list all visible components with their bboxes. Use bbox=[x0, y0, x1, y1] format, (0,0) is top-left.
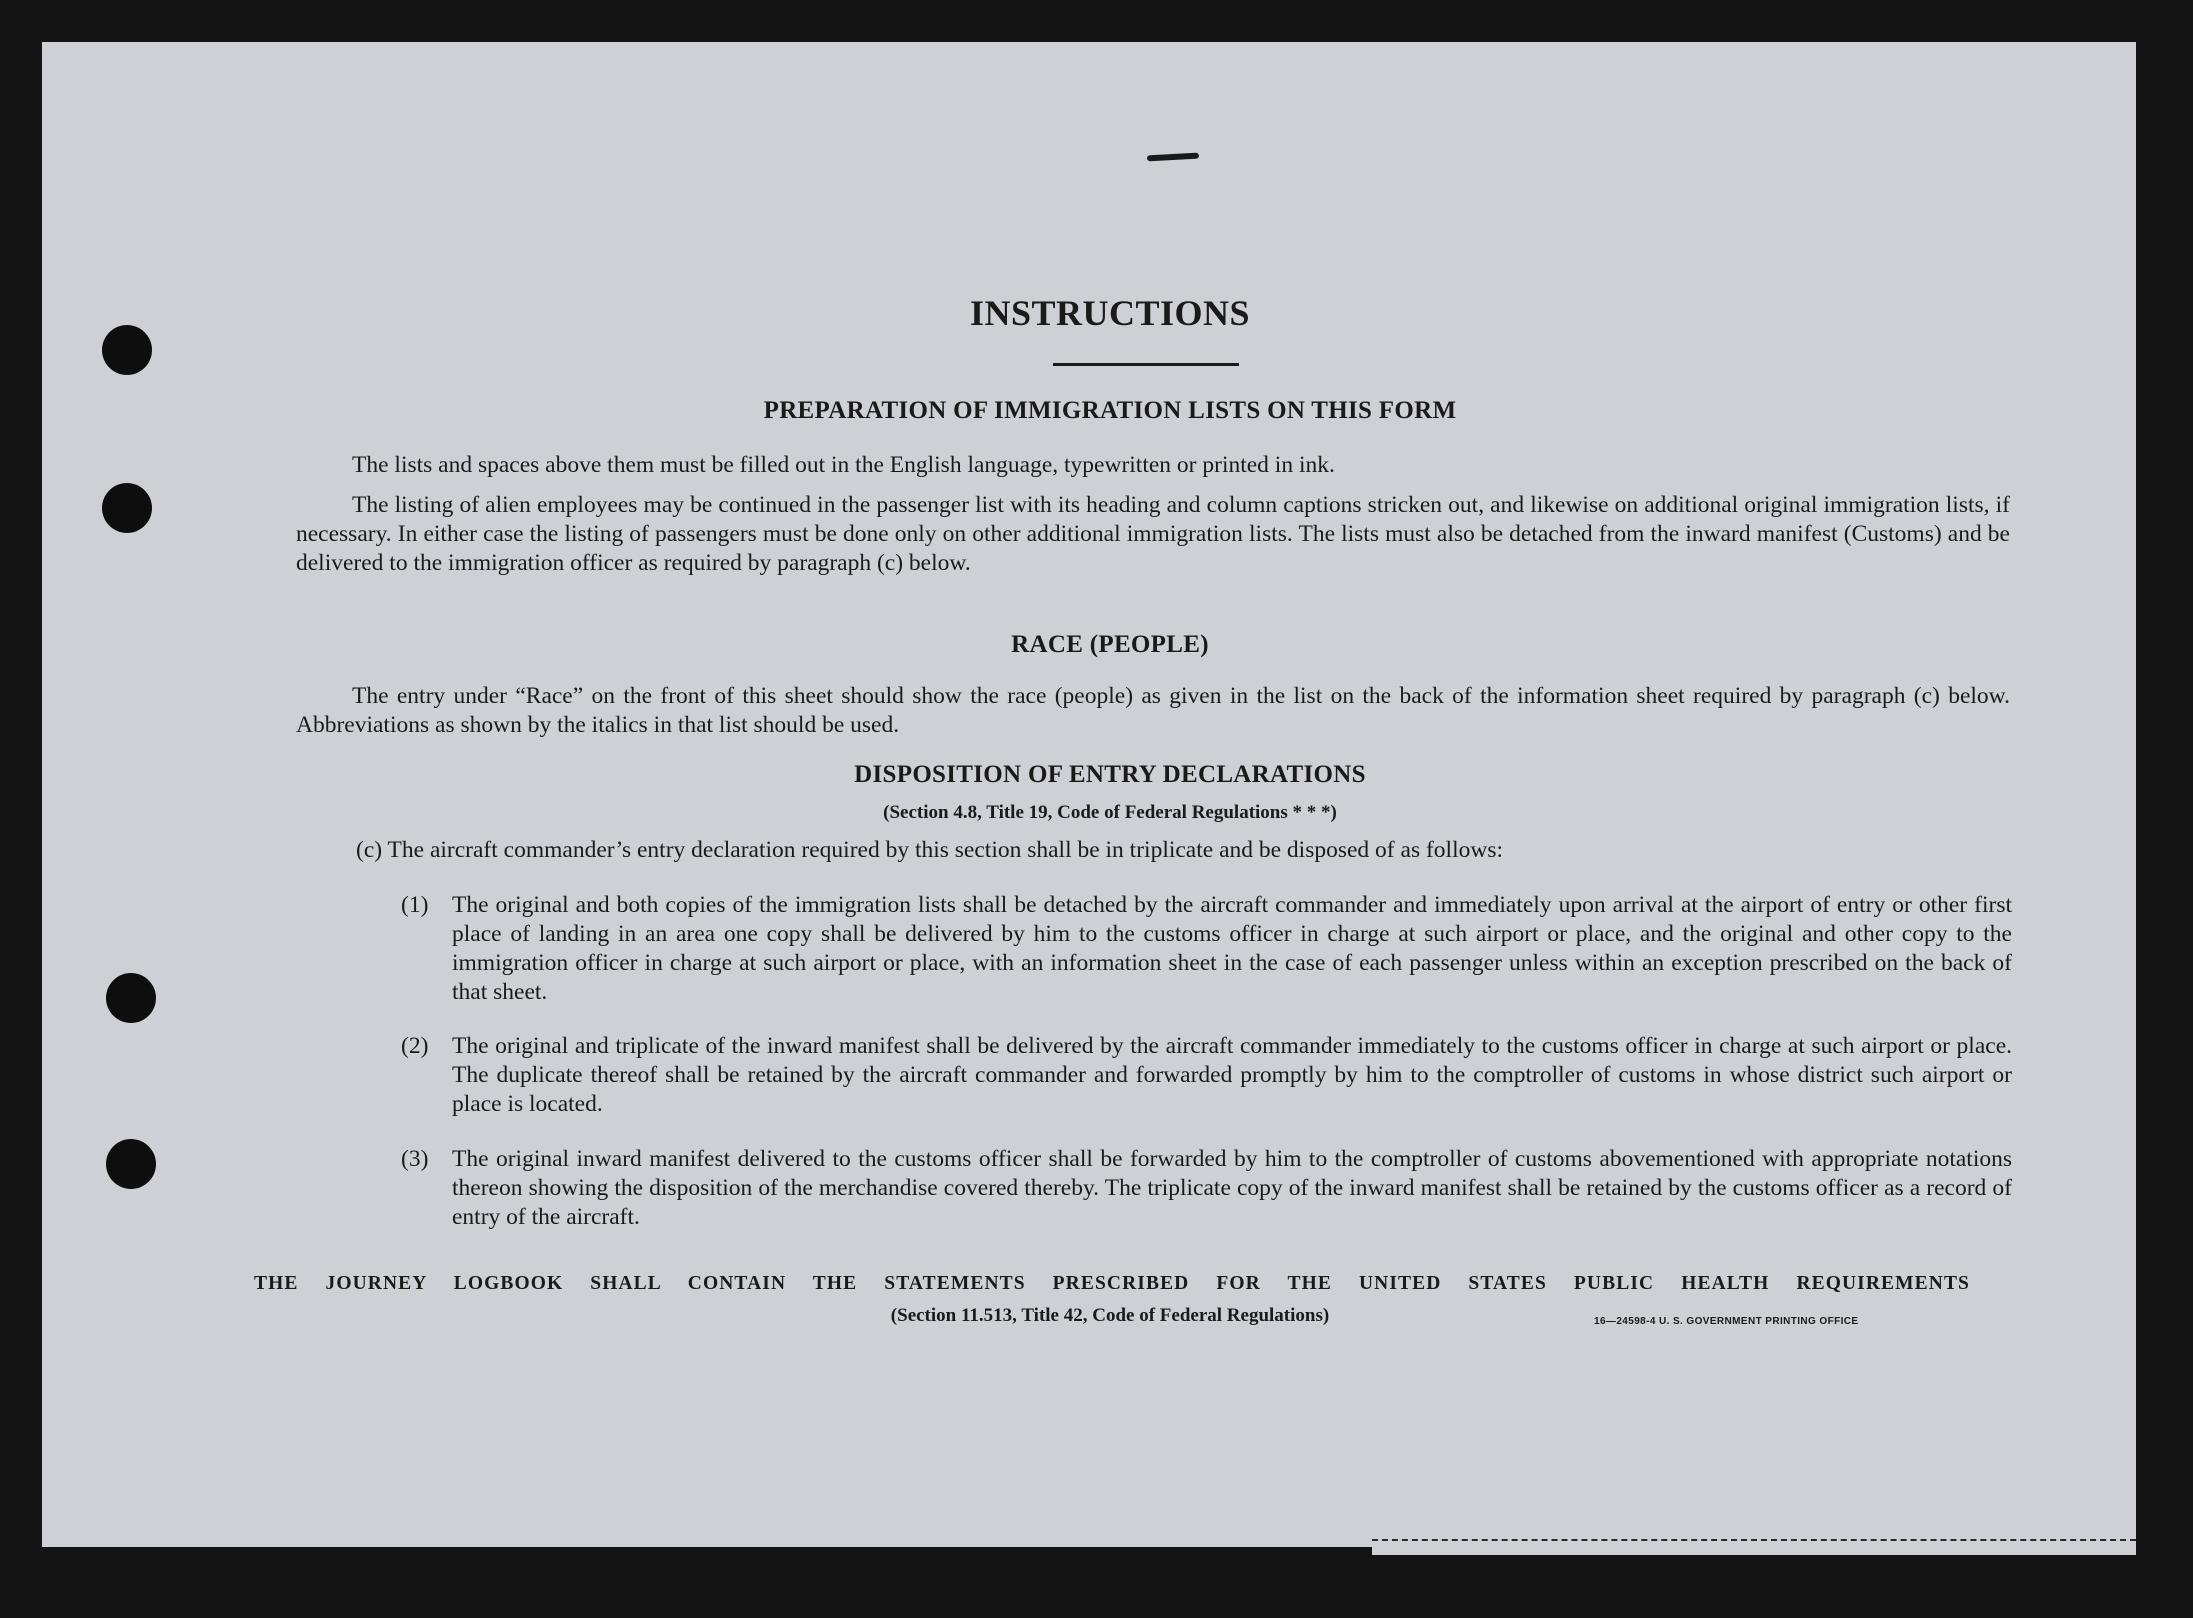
footer-logbook-statement: THE JOURNEY LOGBOOK SHALL CONTAIN THE STATEMENTS PRESCRIBED FOR THE UNITED STATES PUBLIC HEALTH REQUIREMENTS bbox=[254, 1273, 1970, 1294]
paragraph-race bbox=[296, 682, 2010, 740]
list-item-number: (3) bbox=[401, 1146, 429, 1172]
paragraph-text: The entry under “Race” on the front of this sheet should show the race (people) as given in the list on the back of the information sheet required by paragraph (c) below. Abbreviations as shown by the italics in that list should be used. bbox=[296, 683, 2010, 738]
punch-hole bbox=[106, 973, 156, 1023]
section-heading-race: RACE (PEOPLE) bbox=[1011, 631, 1209, 658]
citation-disposition: (Section 4.8, Title 19, Code of Federal Regulations * * *) bbox=[883, 802, 1337, 823]
punch-hole bbox=[106, 1139, 156, 1189]
printer-imprint: 16—24598-4 U. S. GOVERNMENT PRINTING OFFICE bbox=[1594, 1316, 1859, 1327]
paragraph-alien-employees bbox=[296, 491, 2010, 578]
punch-hole bbox=[102, 483, 152, 533]
paragraph-language bbox=[296, 451, 2010, 480]
list-item bbox=[401, 1145, 2012, 1232]
paragraph-text: The listing of alien employees may be continued in the passenger list with its heading and column captions stricken out, and likewise on additional original immigration lists, if necessary. In either case the listing of passengers must be done only on other additional immigration lists. The lists must also be detached from the inward manifest (Customs) and be delivered to the immigration officer as required by paragraph (c) below. bbox=[296, 492, 2010, 576]
list-item-number: (1) bbox=[401, 892, 429, 918]
footer-citation: (Section 11.513, Title 42, Code of Federal Regulations) bbox=[890, 1305, 1330, 1326]
section-heading-disposition: DISPOSITION OF ENTRY DECLARATIONS bbox=[854, 761, 1366, 788]
paragraph-intro-c bbox=[296, 836, 2010, 865]
ink-mark bbox=[1147, 153, 1199, 162]
list-item-text: The original and triplicate of the inward manifest shall be delivered by the aircraft commander immediately to the customs officer in charge at such airport or place. The duplicate thereof shall be retained by the aircraft commander and forwarded promptly by him to the comptroller of customs in whose district such airport or place is located. bbox=[452, 1033, 2012, 1117]
list-item-text: The original and both copies of the immigration lists shall be detached by the aircraft commander and immediately upon arrival at the airport of entry or other first place of landing in an area one copy shall be delivered by him to the customs officer in charge at such airport or place, and the original and other copy to the immigration officer in charge at such airport or place, with an information sheet in the case of each passenger unless within an exception prescribed on the back of that sheet. bbox=[452, 892, 2012, 1005]
list-item-text: The original inward manifest delivered to the customs officer shall be forwarded by him to the comptroller of customs abovementioned with appropriate notations thereon showing the disposition of the merchandise covered thereby. The triplicate copy of the inward manifest shall be retained by the customs officer as a record of entry of the aircraft. bbox=[452, 1146, 2012, 1230]
list-item bbox=[401, 1032, 2012, 1119]
document-sheet bbox=[42, 42, 2136, 1547]
section-heading-preparation: PREPARATION OF IMMIGRATION LISTS ON THIS FORM bbox=[763, 397, 1457, 424]
paragraph-text: The lists and spaces above them must be filled out in the English language, typewritten or printed in ink. bbox=[352, 452, 1335, 478]
title-underline bbox=[1053, 363, 1239, 366]
list-item-number: (2) bbox=[401, 1033, 429, 1059]
list-item bbox=[401, 891, 2012, 1007]
page-title: INSTRUCTIONS bbox=[969, 293, 1251, 333]
paragraph-text: (c) The aircraft commander’s entry declaration required by this section shall be in triplicate and be disposed of as follows: bbox=[356, 837, 1503, 863]
